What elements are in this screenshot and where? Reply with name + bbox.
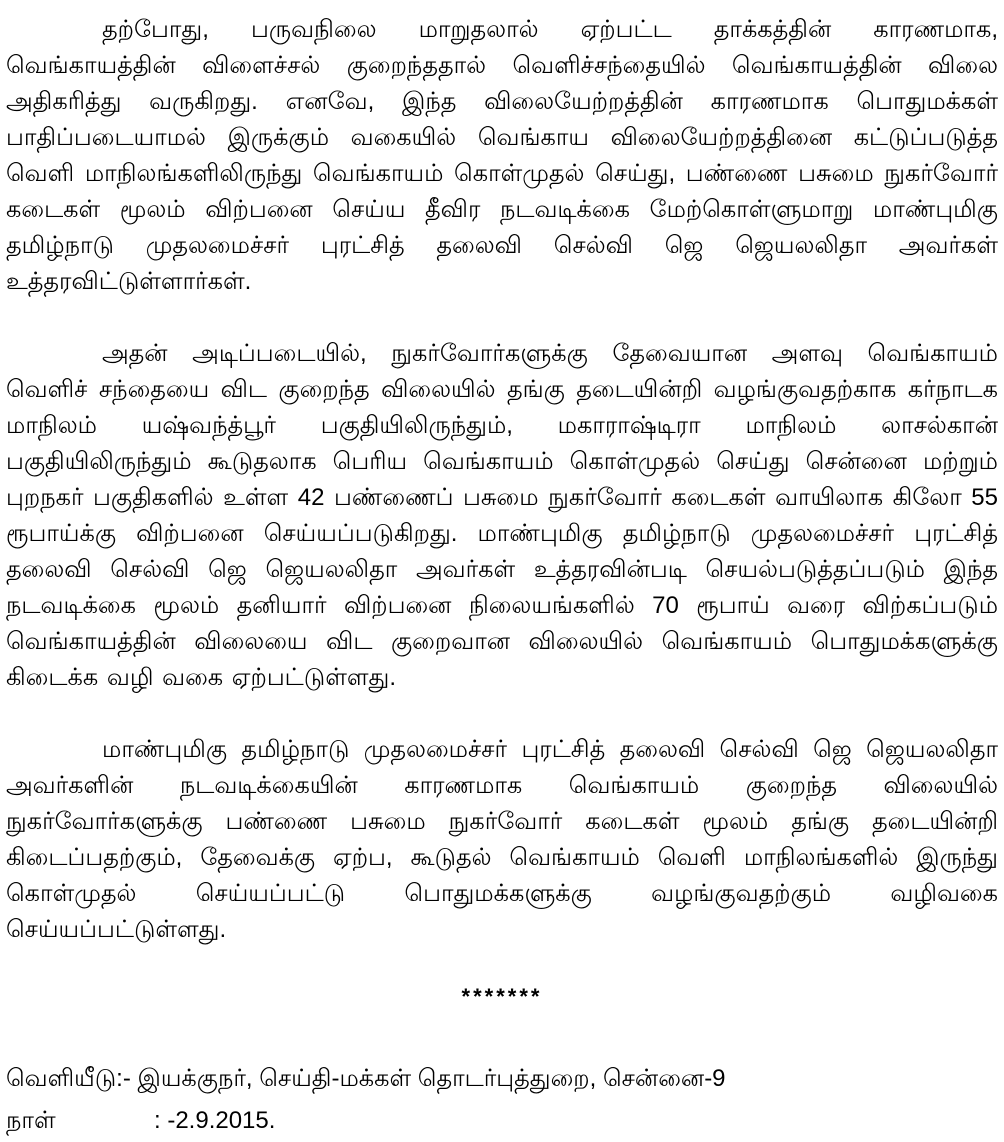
issued-by-line: வெளியீடு:- இயக்குநர், செய்தி-மக்கள் தொடர்புத்துறை, சென்னை-9 — [6, 1065, 726, 1092]
date-label: நாள் — [6, 1107, 56, 1134]
date-line — [6, 1100, 998, 1142]
footer — [6, 1058, 998, 1142]
paragraph-1: தற்போது, பருவநிலை மாறுதலால் ஏற்பட்ட தாக்கத்தின் காரணமாக, வெங்காயத்தின் விளைச்சல் குறைந்ததால் வெளிச்சந்தையில் வெங்காயத்தின் விலை அதிகரித்து வருகிறது. எனவே, இந்த விலையேற்றத்தின் காரணமாக பொதுமக்கள் பாதிப்படையாமல் இருக்கும் வகையில் வெங்காய விலையேற்றத்தினை கட்டுப்படுத்த வெளி மாநிலங்களிலிருந்து வெங்காயம் கொள்முதல் செய்து, பண்ணை பசுமை நுகர்வோர் கடைகள் மூலம் விற்பனை செய்ய தீவிர நடவடிக்கை மேற்கொள்ளுமாறு மாண்புமிகு தமிழ்நாடு முதலமைச்சர் புரட்சித் தலைவி செல்வி ஜெ ஜெயலலிதா அவர்கள் உத்தரவிட்டுள்ளார்கள். — [6, 16, 998, 295]
paragraph-2: அதன் அடிப்படையில், நுகர்வோர்களுக்கு தேவையான அளவு வெங்காயம் வெளிச் சந்தையை விட குறைந்த விலையில் தங்கு தடையின்றி வழங்குவதற்காக கர்நாடக மாநிலம் யஷ்வந்த்பூர் பகுதியிலிருந்தும், மகாராஷ்டிரா மாநிலம் லாசல்கான் பகுதியிலிருந்தும் கூடுதலாக பெரிய வெங்காயம் கொள்முதல் செய்து சென்னை மற்றும் புறநகர் பகுதிகளில் உள்ள 42 பண்ணைப் பசுமை நுகர்வோர் கடைகள் வாயிலாக கிலோ 55 ரூபாய்க்கு விற்பனை செய்யப்படுகிறது. மாண்புமிகு தமிழ்நாடு முதலமைச்சர் புரட்சித் தலைவி செல்வி ஜெ ஜெயலலிதா அவர்கள் உத்தரவின்படி செயல்படுத்தப்படும் இந்த நடவடிக்கை மூலம் தனியார் விற்பனை நிலையங்களில் 70 ரூபாய் வரை விற்கப்படும் வெங்காயத்தின் விலையை விட குறைவான விலையில் வெங்காயம் பொதுமக்களுக்கு கிடைக்க வழி வகை ஏற்பட்டுள்ளது. — [6, 340, 998, 691]
section-separator-stars: ******* — [461, 984, 543, 1009]
date-value: : -2.9.2015. — [154, 1107, 276, 1134]
paragraph-3: மாண்புமிகு தமிழ்நாடு முதலமைச்சர் புரட்சித் தலைவி செல்வி ஜெ ஜெயலலிதா அவர்களின் நடவடிக்கையின் காரணமாக வெங்காயம் குறைந்த விலையில் நுகர்வோர்களுக்கு பண்ணை பசுமை நுகர்வோர் கடைகள் மூலம் தங்கு தடையின்றி கிடைப்பதற்கும், தேவைக்கு ஏற்ப, கூடுதல் வெங்காயம் வெளி மாநிலங்களில் இருந்து கொள்முதல் செய்யப்பட்டு பொதுமக்களுக்கு வழங்குவதற்கும் வழிவகை செய்யப்பட்டுள்ளது. — [6, 736, 998, 943]
